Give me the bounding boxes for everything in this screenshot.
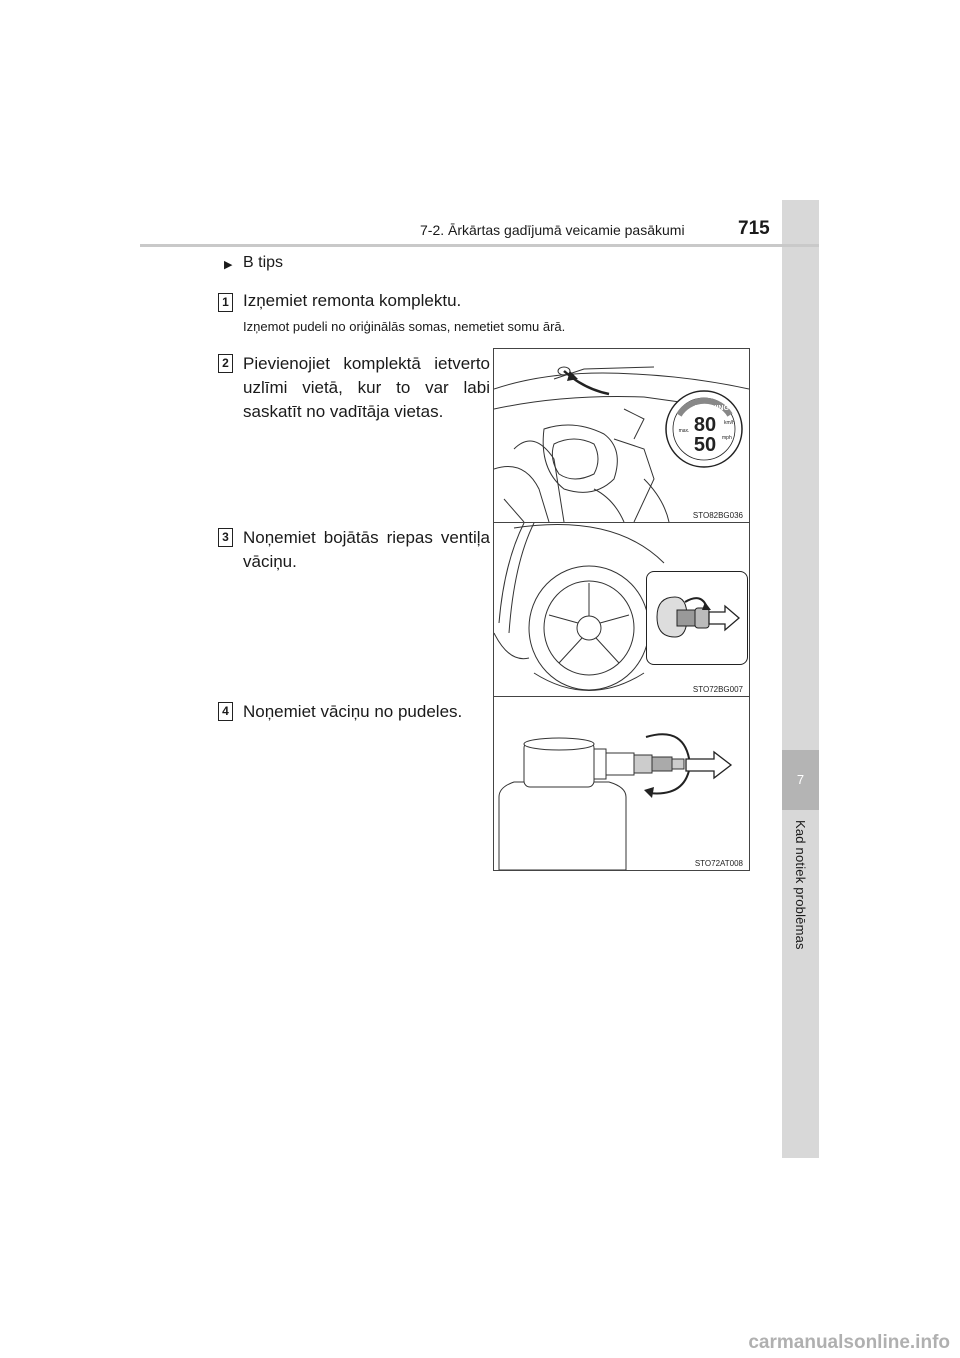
warning-sticker-icon	[664, 389, 744, 469]
bottle-illustration	[494, 697, 749, 870]
valve-detail-callout	[646, 571, 748, 665]
step-text: Pievienojiet komplektā ietverto uzlīmi vietā, kur to var labi saskatīt no vadītāja vietas.	[243, 354, 490, 421]
step-text: Noņemiet bojātās riepas ventiļa vāciņu.	[243, 528, 490, 571]
watermark: carmanualsonline.info	[748, 1332, 950, 1353]
valve-cap-icon	[647, 572, 747, 664]
section-title: 7-2. Ārkārtas gadījumā veicamie pasākumi	[420, 222, 685, 238]
page-number: 715	[738, 218, 770, 239]
step-text: Noņemiet vāciņu no pudeles.	[243, 702, 463, 721]
sticker-max-label: max.	[678, 428, 690, 434]
figure-sticker-placement	[493, 348, 750, 523]
step-note: Izņemot pudeli no oriģinālās somas, nemetiet somu ārā.	[243, 319, 566, 334]
step-number-badge: 2	[218, 354, 233, 373]
sticker-unit-mph: mph	[722, 435, 732, 441]
sticker-speed-mph: 50	[693, 434, 717, 456]
triangle-right-icon: ▶	[224, 259, 233, 271]
figure-valve-cap	[493, 522, 750, 697]
type-heading: B tips	[243, 254, 284, 271]
sticker-warning-label: WARNING	[695, 405, 729, 412]
figure-code: STO72AT008	[694, 859, 743, 868]
chapter-title: Kad notiek problēmas	[793, 820, 808, 950]
sticker-unit-kmh: km/h	[724, 420, 735, 426]
header-divider	[140, 244, 819, 247]
figure-bottle-cap	[493, 696, 750, 871]
figure-code: STO82BG036	[692, 511, 743, 520]
step-text: Izņemiet remonta komplektu.	[243, 291, 462, 310]
step-number-badge: 1	[218, 293, 233, 312]
step-number-badge: 4	[218, 702, 233, 721]
chapter-sidebar	[782, 200, 819, 1158]
chapter-number-tab[interactable]: 7	[782, 750, 819, 810]
figure-code: STO72BG007	[692, 685, 743, 694]
step-number-badge: 3	[218, 528, 233, 547]
sticker-speed-kmh: 80	[693, 414, 717, 436]
